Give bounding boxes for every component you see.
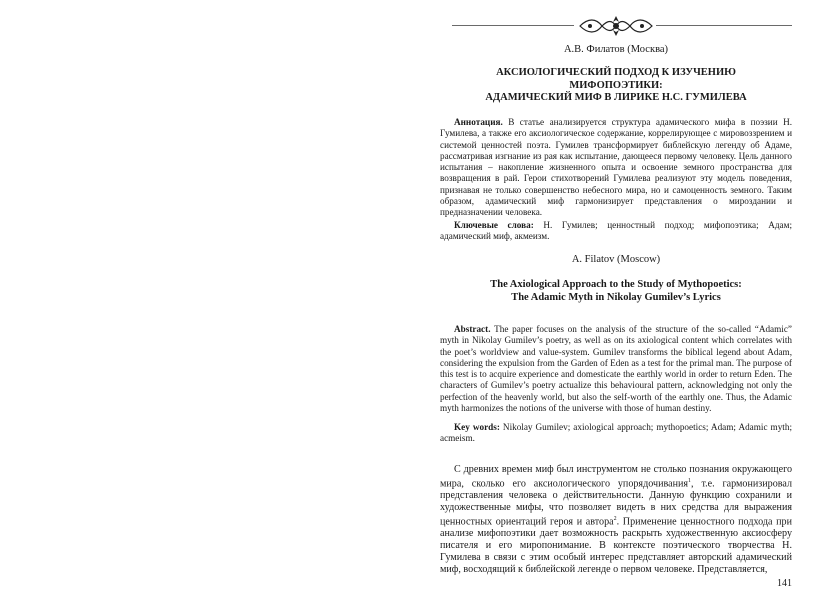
body-text-part: , т.е. гармонизировал представления человека о действительности. Данную функцию сохранили и художественные мифы, что позволяет видеть в них средства для выражения ценностных ориентаций героя и автора [440, 478, 792, 528]
body-text-part: . Применение ценностного подхода при анализе мифопоэтики дает возможность раскрыть художественную аксиосферу писателя и его миропонимание. В контексте поэтического творчества Н. Гумилева в связи с этим особый интерес представляет авторский адамический миф, восходящий к библейской легенде о первом человеке. Представляется, [440, 516, 792, 575]
keywords-ru [440, 220, 792, 243]
keywords-ru-text: Н. Гумилев; ценностный подход; мифопоэтика; Адам; адамический миф, акмеизм. [440, 220, 792, 242]
footnote-ref[interactable]: 1 [688, 477, 692, 484]
title-ru-line: АКСИОЛОГИЧЕСКИЙ ПОДХОД К ИЗУЧЕНИЮ [496, 67, 736, 78]
abstract-ru-text: В статье анализируется структура адамического мифа в поэзии Н. Гумилева, а также его аксиологическое содержание, коррелирующее с мировоззрением и системой ценностей поэта. Гумилев трансформирует библейскую легенду об Адаме, рассматривая изгнание из рая как испытание, дающееся первому человеку. Цель данного испытания – накопление жизненного опыта и освоение земного пространства для возвращения в рай. Герои стихотворений Гумилева реализуют эту модель поведения, признавая не только совершенство небесного мира, но и самоценность земного. Таким образом, адамический миф гармонизирует представления о мироздании и предназначении человека. [440, 117, 792, 218]
title-en-line: The Adamic Myth in Nikolay Gumilev’s Lyrics [511, 291, 721, 303]
abstract-en-text: The paper focuses on the analysis of the structure of the so-called “Adamic” myth in Nikolay Gumilev’s poetry, as well as on its axiological content which correlates with the poet’s worldview and value-system. Gumilev transforms the biblical legend about Adam, considering the expulsion from the Garden of Eden as a test for the primal man. The purpose of this test is to acquire experience and domesticate the earthly world in order to return Eden. The characters of Gumilev’s poetry actualize this behavioural pattern, acknowledging not only the perfection of the heavenly world, but also the self-worth of the earthly one. Thus, the Adamic myth harmonizes the notions of the universe with those of human destiny. [440, 324, 792, 414]
abstract-ru-label: Аннотация. [454, 117, 503, 127]
title-ru [440, 67, 792, 105]
header-ornament [440, 14, 792, 38]
body-text-part: С древних времен миф был инструментом не столько познания окружающего мира, сколько его аксиологического упорядочивания [440, 464, 792, 490]
author-en: A. Filatov (Moscow) [571, 254, 661, 265]
abstract-en [440, 324, 792, 414]
keywords-en [440, 422, 792, 445]
title-ru-line: АДАМИЧЕСКИЙ МИФ В ЛИРИКЕ Н.С. ГУМИЛЕВА [485, 92, 747, 103]
abstract-ru [440, 117, 792, 219]
footnote-ref[interactable]: 2 [613, 515, 617, 522]
author-ru: А.В. Филатов (Москва) [563, 44, 669, 55]
page-number: 141 [777, 578, 792, 589]
keywords-en-label: Key words: [454, 422, 500, 432]
keywords-ru-label: Ключевые слова: [454, 220, 534, 230]
page [440, 0, 792, 609]
ornament-flourish-icon [578, 14, 654, 38]
title-ru-line: МИФОПОЭТИКИ: [569, 79, 663, 91]
keywords-en-text: Nikolay Gumilev; axiological approach; mythopoetics; Adam; Adamic myth; acmeism. [440, 422, 792, 444]
ornament-rule-left [452, 25, 574, 26]
title-en [440, 279, 792, 304]
ornament-rule-right [656, 25, 792, 26]
title-en-line: The Axiological Approach to the Study of Mythopoetics: [490, 279, 742, 290]
body-paragraph [440, 464, 792, 576]
abstract-en-label: Abstract. [454, 324, 491, 334]
